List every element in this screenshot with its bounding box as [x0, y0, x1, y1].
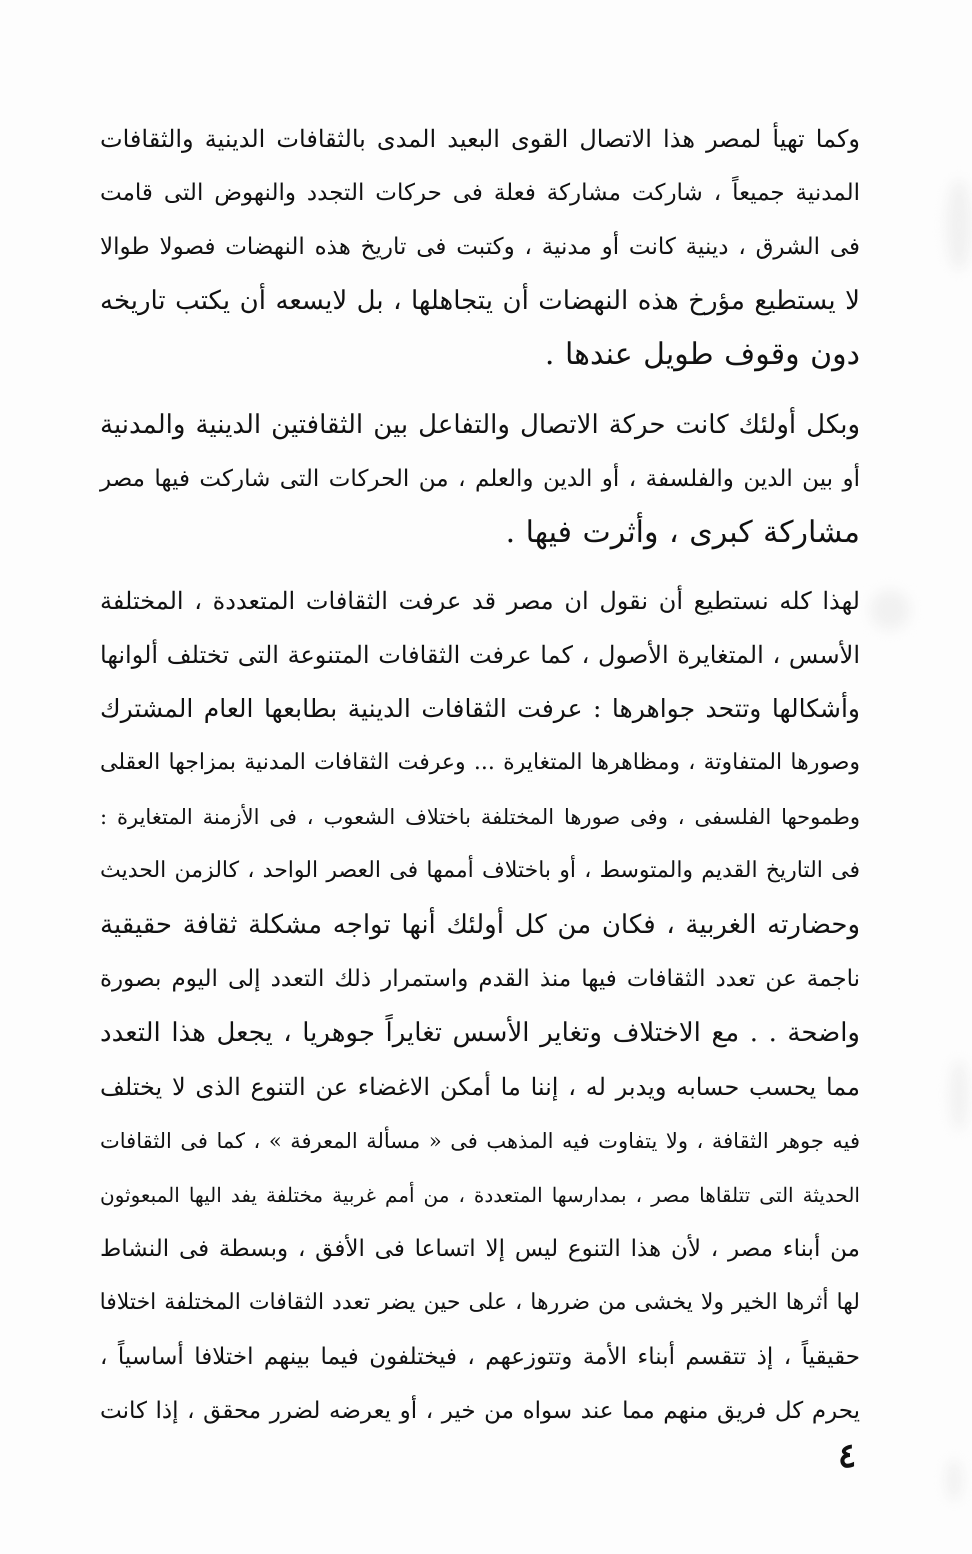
scan-smudge [946, 180, 972, 270]
text-line: وحضارته الغربية ، فكان من كل أولئك أنها تواجه مشكلة ثقافة حقيقية [100, 910, 860, 940]
text-line: وبكل أولئك كانت حركة الاتصال والتفاعل بين الثقافتين الدينية والمدنية [100, 410, 860, 440]
text-line: لهذا كله نستطيع أن نقول ان مصر قد عرفت الثقافات المتعددة ، المختلفة [100, 587, 860, 615]
text-line: الحديثة التى تتلقاها مصر ، بمدارسها المتعددة ، من أمم غربية مختلفة يفد اليها المبعوثون [100, 1183, 860, 1207]
text-line: مشاركة كبرى ، وأثرت فيها . [505, 515, 860, 550]
text-line: ناجمة عن تعدد الثقافات فيها منذ القدم واستمرار ذلك التعدد إلى اليوم بصورة [100, 966, 860, 992]
text-line: فى التاريخ القديم والمتوسط ، أو باختلاف أممها فى العصر الواحد ، كالزمن الحديث [100, 858, 860, 883]
text-line: المدنية جميعاً ، شاركت مشاركة فعلة فى حركات التجدد والنهوض التى قامت [100, 180, 860, 206]
text-line: من أبناء مصر ، لأن هذا التنوع ليس إلا اتساعا فى الأفق ، وبسطة فى النشاط [100, 1236, 860, 1262]
text-line: واضحة . . مع الاختلاف وتغاير الأسس تغايراً جوهريا ، يجعل هذا التعدد [100, 1018, 860, 1048]
text-line: وأشكالها وتتحد جواهرها : عرفت الثقافات الدينية بطابعها العام المشترك [100, 694, 860, 723]
text-line: فى الشرق ، دينية كانت أو مدنية ، وكتبت فى تاريخ هذه النهضات فصولا طوالا [100, 234, 860, 260]
scan-smudge [870, 590, 910, 630]
scan-smudge [946, 1460, 962, 1500]
page-number: ٤ [838, 1436, 857, 1476]
text-line: يحرم كل فريق منهم مما عند سواه من خير ، أو يعرضه لضرر محقق ، إذا كانت [100, 1398, 860, 1424]
text-line: وطموحها الفلسفى ، وفى صورها المختلفة باختلاف الشعوب ، فى الأزمنة المتغايرة : [100, 805, 860, 829]
paragraph-1 [100, 112, 860, 382]
text-line: لا يستطيع مؤرخ هذه النهضات أن يتجاهلها ، بل لايسعه أن يكتب تاريخه [100, 286, 860, 316]
paragraph-2 [100, 398, 860, 560]
paragraph-3 [100, 574, 860, 1438]
text-line: دون وقوف طويل عندها . [544, 337, 860, 372]
text-line: فيه جوهر الثقافة ، ولا يتفاوت فيه المذهب فى « مسألة المعرفة » ، كما فى الثقافات [100, 1129, 860, 1153]
text-line: لها أثرها الخير ولا يخشى من ضررها ، على حين يضر تعدد الثقافات المختلفة اختلافا [99, 1290, 860, 1315]
text-line: أو بين الدين والفلسفة ، أو الدين والعلم ، من الحركات التى شاركت فيها مصر [100, 466, 860, 492]
text-line: مما يحسب حسابه ويدبر له ، إننا ما أمكن الاغضاء عن التنوع الذى لا يختلف [100, 1073, 860, 1101]
text-line: وصورها المتفاوتة ، ومظاهرها المتغايرة ... وعرفت الثقافات المدنية بمزاجها العقلى [100, 750, 860, 775]
scan-smudge [950, 1060, 968, 1130]
text-line: وكما تهيأ لمصر هذا الاتصال القوى البعيد المدى بالثقافات الدينية والثقافات [100, 125, 860, 153]
text-line: حقيقياً ، إذ تتقسم أبناء الأمة وتتوزعهم ، فيختلفون فيما بينهم اختلافا أساسياً ، [100, 1344, 860, 1370]
text-line: الأسس ، المتغايرة الأصول ، كما عرفت الثقافات المتنوعة التى تختلف ألوانها [100, 641, 860, 669]
